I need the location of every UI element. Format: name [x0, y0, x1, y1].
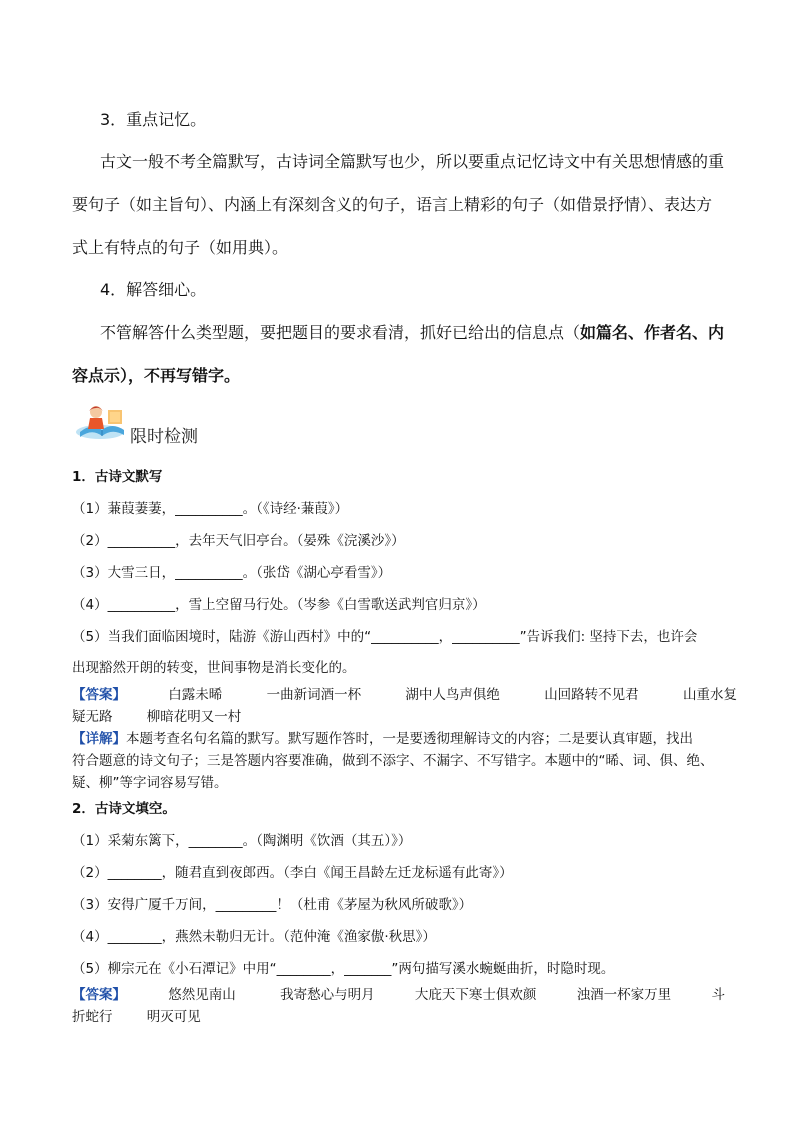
q2-answer-line-2: 折蛇行 明灭可见 [72, 1009, 201, 1025]
q1-item-2: （2）__________，去年天气旧亭台。（晏殊《浣溪沙》） [72, 533, 405, 549]
point-3-line-1: 古文一般不考全篇默写，古诗词全篇默写也少，所以要重点记忆诗文中有关思想情感的重 [100, 152, 725, 171]
q1-explain-line-2: 符合题意的诗文句子；三是答题内容要准确，做到不添字、不漏字、不写错字。本题中的“晞、词、俱、绝、 [72, 753, 714, 769]
q2-item-2: （2）________，随君直到夜郎西。（李白《闻王昌龄左迁龙标遥有此寄》） [72, 865, 513, 881]
q2-item-1: （1）采菊东篱下，________。（陶渊明《饮酒（其五）》） [72, 833, 412, 849]
q1-item-1: （1）蒹葭萋萋，__________。（《诗经·蒹葭》） [72, 501, 349, 517]
q1-item-5-line-1: （5）当我们面临困境时，陆游《游山西村》中的“__________，__________”告诉我们: 坚持下去，也许会 [72, 629, 698, 645]
point-3-heading: 3．重点记忆。 [100, 110, 207, 129]
point-3-line-3: 式上有特点的句子（如用典）。 [72, 238, 289, 257]
q2-answer-line-1: 【答案】 悠然见南山 我寄愁心与明月 大庇天下寒士俱欢颜 浊酒一杯家万里 斗 [72, 987, 725, 1003]
reading-child-logo-icon [74, 402, 130, 442]
q1-item-5-line-2: 出现豁然开朗的转变，世间事物是消长变化的。 [72, 660, 356, 676]
q1-item-4: （4）__________，雪上空留马行处。（岑参《白雪歌送武判官归京》） [72, 597, 486, 613]
answer-label: 【答案】 [72, 687, 126, 703]
q2-item-5: （5）柳宗元在《小石潭记》中用“________，_______”两句描写溪水蜿蜒曲折，时隐时现。 [72, 961, 615, 977]
point-3-line-2: 要句子（如主旨句）、内涵上有深刻含义的句子，语言上精彩的句子（如借景抒情）、表达方 [72, 195, 713, 214]
q1-answer-line-1: 【答案】 白露未晞 一曲新词酒一杯 湖中人鸟声俱绝 山回路转不见君 山重水复 [72, 687, 737, 703]
q1-answer-line-2: 疑无路 柳暗花明又一村 [72, 709, 242, 725]
point-4-line-2: 容点示），不再写错字。 [72, 366, 241, 385]
q1-explain-line-1: 【详解】本题考查名句名篇的默写。默写题作答时，一是要透彻理解诗文的内容；二是要认真审题，找出 [72, 731, 693, 747]
q2-item-3: （3）安得广厦千万间，_________！（杜甫《茅屋为秋风所破歌》） [72, 897, 473, 913]
point-4-line-1: 不管解答什么类型题，要把题目的要求看清，抓好已给出的信息点（如篇名、作者名、内 [100, 323, 725, 342]
q2-item-4: （4）________，燕然未勒归无计。（范仲淹《渔家傲·秋思》） [72, 929, 436, 945]
section-title: 限时检测 [130, 427, 198, 447]
q1-explain-line-3: 疑、柳”等字词容易写错。 [72, 775, 228, 791]
point-4-heading: 4．解答细心。 [100, 280, 207, 299]
q2-title: 2．古诗文填空。 [72, 801, 176, 817]
q1-title: 1．古诗文默写 [72, 469, 163, 485]
q1-item-3: （3）大雪三日，__________。（张岱《湖心亭看雪》） [72, 565, 392, 581]
